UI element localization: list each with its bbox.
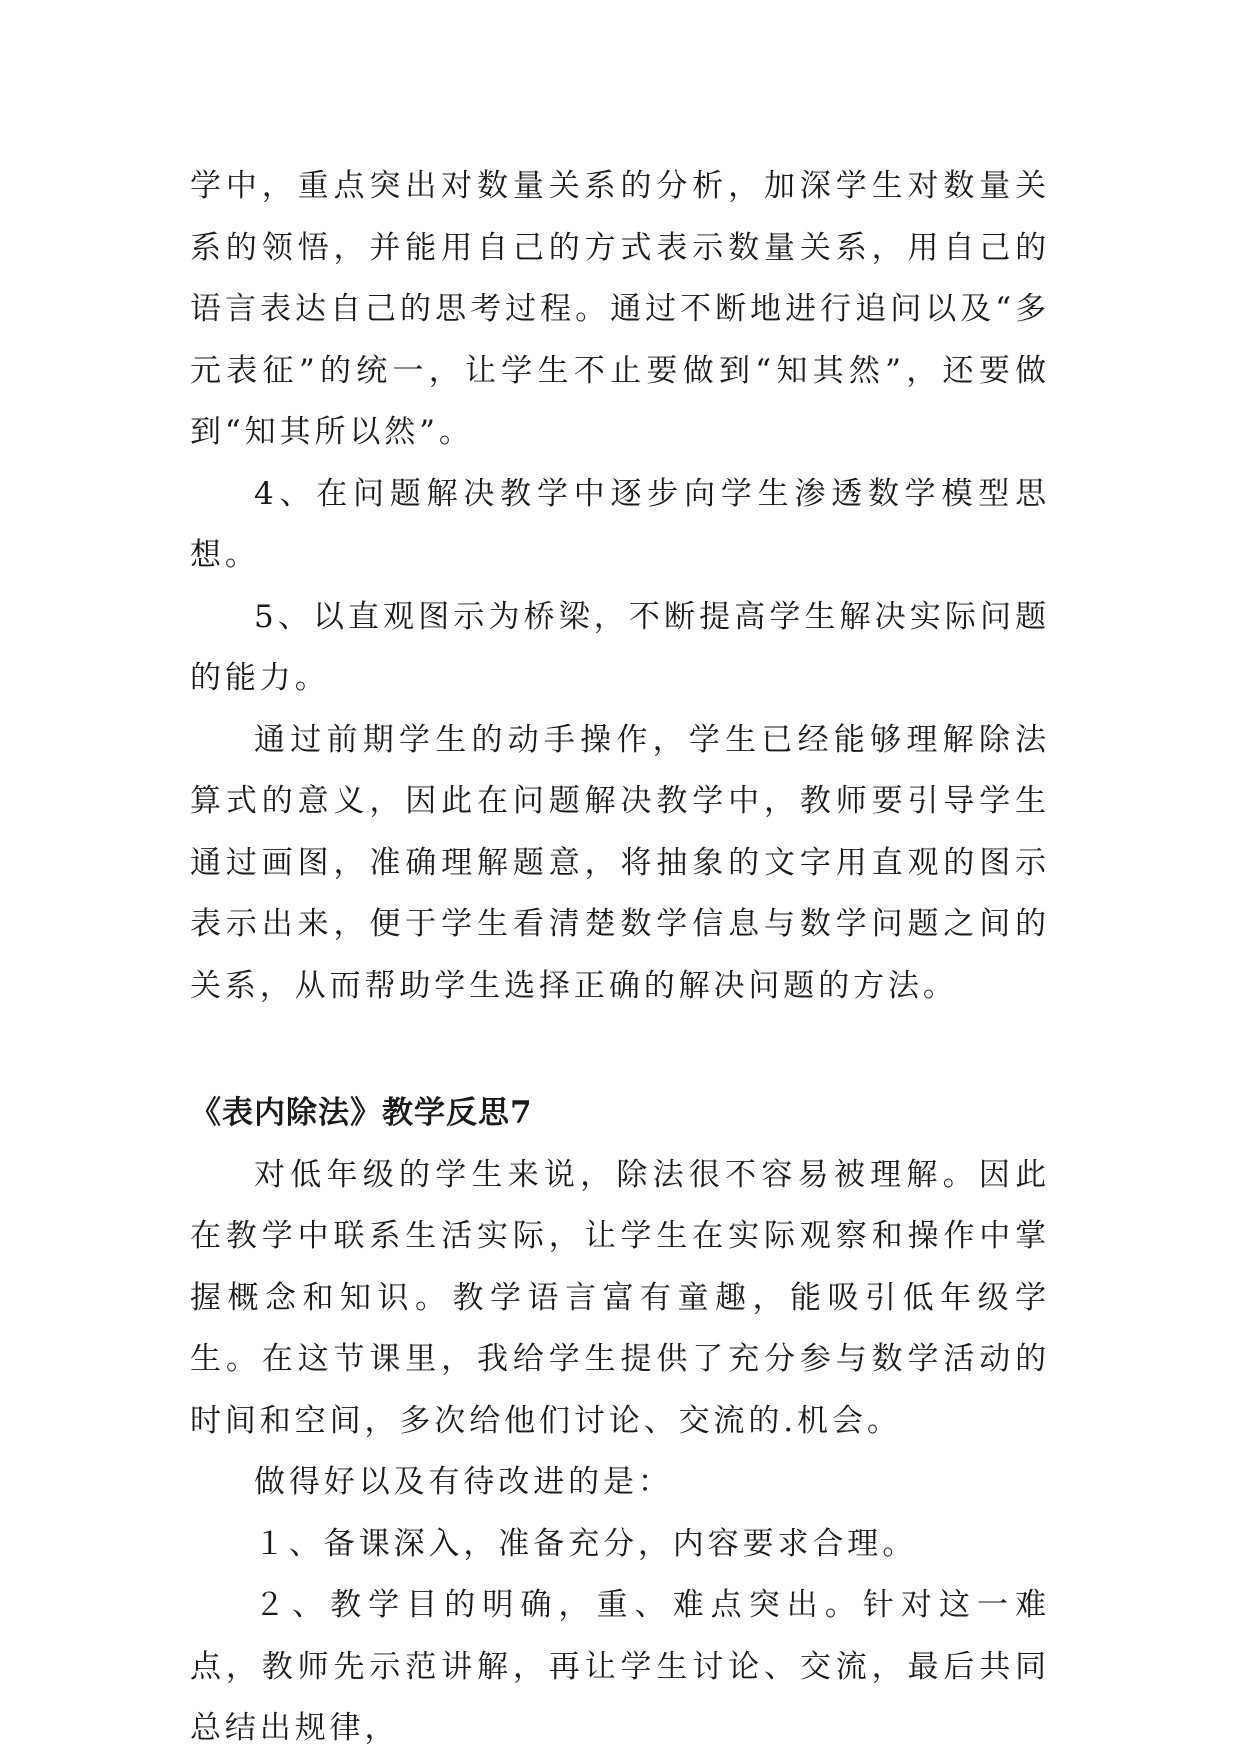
document-body — [190, 156, 1050, 1760]
section-title: 《表内除法》教学反思7 — [190, 1095, 533, 1131]
paragraph-continued: 学中，重点突出对数量关系的分析，加深学生对数量关系的领悟，并能用自己的方式表示数量关系，用自己的语言表达自己的思考过程。通过不断地进行追问以及“多元表征”的统一，让学生不止要做到“知其然”，还要做到“知其所以然”。 — [190, 168, 1050, 450]
paragraph-conclusion: 通过前期学生的动手操作，学生已经能够理解除法算式的意义，因此在问题解决教学中，教师要引导学生通过画图，准确理解题意，将抽象的文字用直观的图示表示出来，便于学生看清楚数学信息与数学问题之间的关系，从而帮助学生选择正确的解决问题的方法。 — [190, 721, 1050, 1004]
section-spacer — [190, 1017, 1050, 1083]
paragraph-lead-in: 做得好以及有待改进的是： — [254, 1464, 673, 1500]
paragraph-intro: 对低年级的学生来说，除法很不容易被理解。因此在教学中联系生活实际，让学生在实际观察和操作中掌握概念和知识。教学语言富有童趣，能吸引低年级学生。在这节课里，我给学生提供了充分参与数学活动的时间和空间，多次给他们讨论、交流的.机会。 — [190, 1156, 1050, 1439]
paragraph-point-5: 5、以直观图示为桥梁，不断提高学生解决实际问题的能力。 — [190, 598, 1050, 696]
paragraph-item-2: ２、教学目的明确，重、难点突出。针对这一难点，教师先示范讲解，再让学生讨论、交流，最后共同总结出规律， — [190, 1587, 1050, 1746]
paragraph-item-1: １、备课深入，准备充分，内容要求合理。 — [254, 1525, 918, 1562]
paragraph-point-4: 4、在问题解决教学中逐步向学生渗透数学模型思想。 — [190, 475, 1050, 573]
